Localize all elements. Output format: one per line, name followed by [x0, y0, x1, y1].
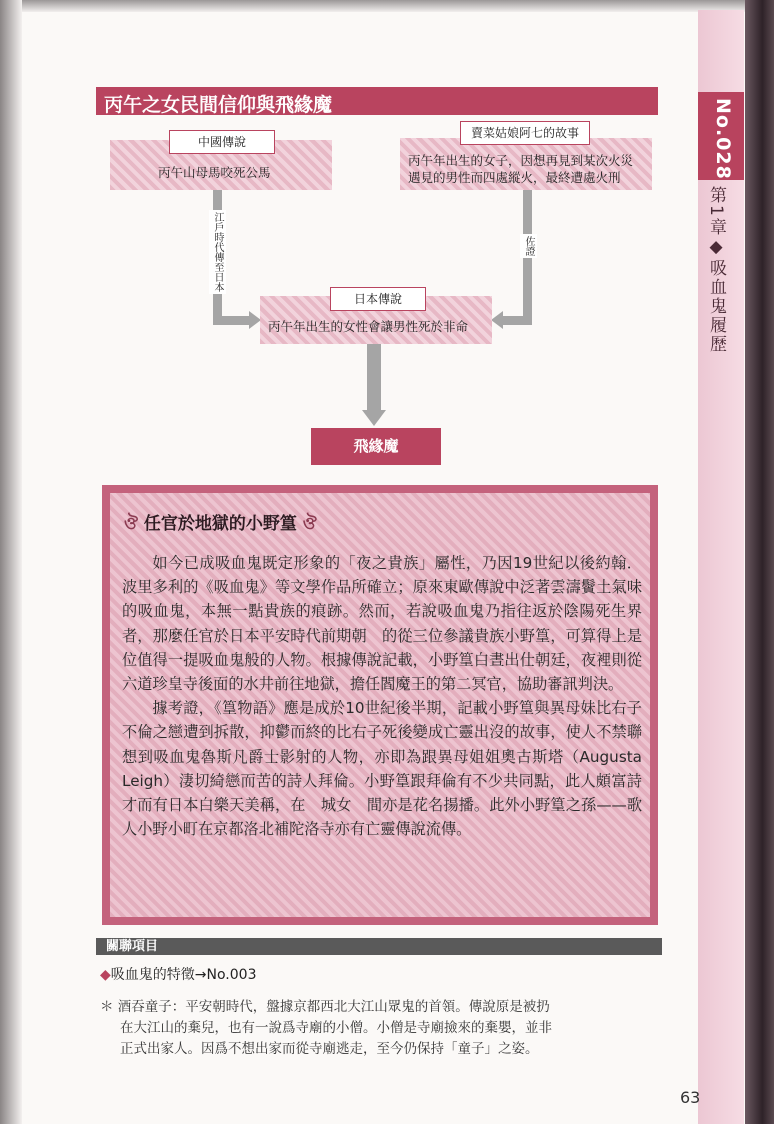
- column-paragraph-1: 如今已成吸血鬼既定形象的「夜之貴族」屬性，乃因19世紀以後約翰．波里多利的《吸血鬼》等文學作品所確立；原來東歐傳說中泛著雲濤鬢土氣味的吸血鬼，本無一點貴族的痕跡。然而，若說吸血鬼乃指往返於陰陽死生界者，那麼任官於日本平安時代前期朝 的從三位參議貴族小野篁，可算得上是位值得一提吸血鬼般的人物。根據傳說記載，小野篁白晝出仕朝廷，夜裡則從六道珍皇寺後面的水井前往地獄，擔任閻魔王的第二冥官，協助審訊判決。: [122, 554, 642, 694]
- japan-legend-label: 日本傳說: [330, 287, 426, 311]
- left-connector-horizontal: [213, 316, 253, 325]
- entry-number: No.028: [712, 98, 734, 180]
- result-box: 飛緣魔: [311, 428, 441, 465]
- left-connector-label: 江戶時代傳至日本: [209, 210, 226, 294]
- footnote-mark: ＊: [100, 999, 114, 1015]
- column-panel-inner: [110, 493, 650, 917]
- diamond-bullet-icon: ◆: [100, 967, 111, 983]
- related-item[interactable]: [100, 964, 256, 984]
- column-title: [124, 509, 317, 539]
- footnote: [100, 997, 666, 1060]
- right-connector-horizontal: [502, 316, 532, 325]
- japan-legend-text: 丙午年出生的女性會讓男性死於非命: [268, 319, 469, 334]
- section-title-bar: [96, 87, 658, 115]
- china-legend-label: 中國傳說: [169, 130, 275, 154]
- page-top-shadow: [0, 0, 774, 12]
- right-arrowhead-icon: [491, 311, 503, 329]
- footnote-line-2: 在大江山的棄兒，也有一說爲寺廟的小僧。小僧是寺廟撿來的棄嬰，並非: [120, 1020, 552, 1036]
- footnote-line-3: 正式出家人。因爲不想出家而從寺廟逃走，至今仍保持「童子」之姿。: [120, 1041, 539, 1057]
- oshichi-story-text-1: 丙午年出生的女子，因想再見到某次火災: [408, 153, 634, 168]
- column-body: [122, 551, 642, 841]
- ornament-right-icon: ঔ: [302, 514, 317, 534]
- column-paragraph-2: 據考證，《篁物語》應是成於10世紀後半期，記載小野篁與異母妹比右子不倫之戀遭到拆散，抑鬱而終的比右子死後變成亡靈出沒的故事，使人不禁聯想到吸血鬼魯斯凡爵士影射的人物，亦即為跟異母姐姐奧古斯塔（Augusta Leigh）淒切綺戀而苦的詩人拜倫。小野篁跟拜倫有不少共同點，此人頗富詩才而有日本白樂天美稱，在 城女 間亦是花名揚播。此外小野篁之孫——歌人小野小町在京都洛北補陀洛寺亦有亡靈傳說流傳。: [122, 699, 642, 839]
- related-header: 關聯項目: [106, 939, 159, 954]
- ornament-left-icon: ঔ: [124, 514, 138, 534]
- oshichi-story-text-2: 遇見的男性而四處縱火，最終遭處火刑: [408, 170, 621, 185]
- page-number: 63: [680, 1088, 701, 1107]
- column-panel: [102, 485, 658, 925]
- down-connector: [367, 344, 381, 412]
- right-connector-label: 佐證: [520, 234, 537, 258]
- down-arrowhead-icon: [362, 410, 386, 426]
- oshichi-story-label: 賣菜姑娘阿七的故事: [460, 121, 590, 145]
- book-edge: [745, 0, 774, 1124]
- related-header-bar: [96, 938, 662, 955]
- chapter-label: 第1章◆吸血鬼履歷: [706, 186, 726, 354]
- related-item-text: 吸血鬼的特徵→No.003: [110, 967, 257, 983]
- column-title-text: 任官於地獄的小野篁: [143, 514, 297, 534]
- china-legend-text: 丙午山母馬咬死公馬: [158, 165, 271, 180]
- footnote-line-1: ＊ 酒吞童子：平安朝時代，盤據京都西北大江山眾鬼的首領。傳說原是被扔: [100, 999, 550, 1015]
- section-title: 丙午之女民間信仰與飛緣魔: [104, 94, 333, 116]
- book-gutter: [0, 0, 22, 1124]
